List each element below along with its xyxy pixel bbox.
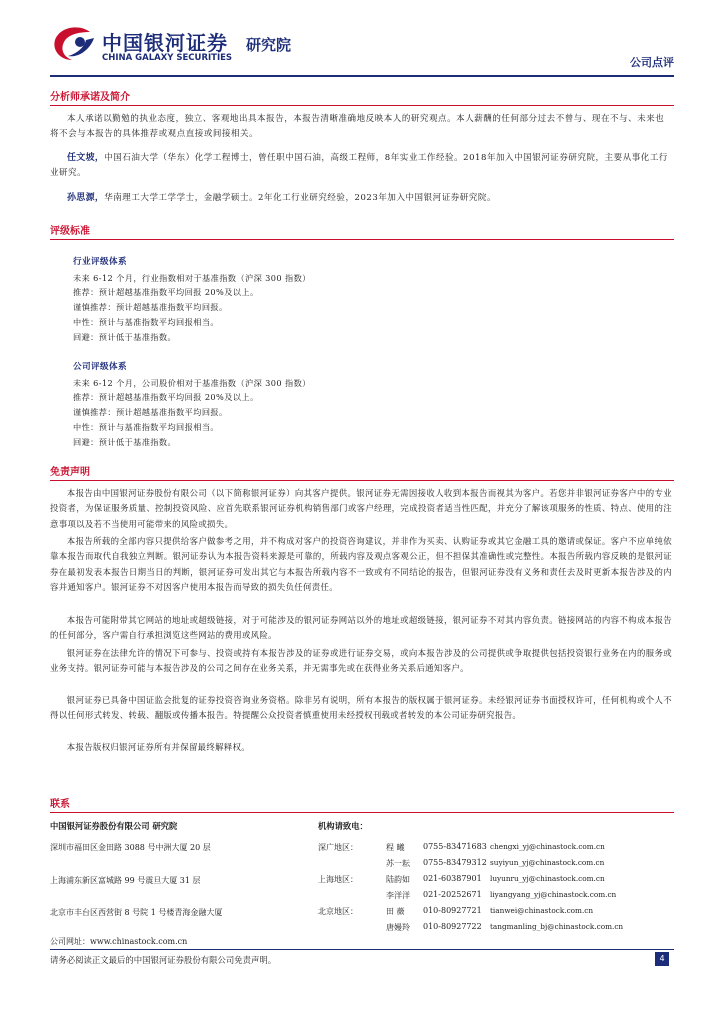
contact-region: 上海地区： xyxy=(318,875,358,884)
contact-name: 苏一耘 xyxy=(386,859,410,868)
company-rating-heading: 公司评级体系 xyxy=(73,362,127,372)
contact-name: 唐嫚羚 xyxy=(386,923,410,932)
section-title-rating: 评级标准 xyxy=(50,222,674,240)
rating-line: 中性：预计与基准指数平均回报相当。 xyxy=(73,316,219,327)
contact-phone: 010-80927721 xyxy=(423,906,482,915)
industry-rating-heading: 行业评级体系 xyxy=(73,257,127,267)
contact-region: 深广地区： xyxy=(318,843,358,852)
contact-name: 田 薇 xyxy=(386,907,405,916)
institute-label: 研究院 xyxy=(246,36,292,54)
analyst-profile xyxy=(50,151,672,182)
contact-phone: 0755-83471683 xyxy=(423,842,487,851)
contact-phone: 0755-83479312 xyxy=(423,858,487,867)
company-website[interactable]: 公司网址：www.chinastock.com.cn xyxy=(50,937,188,946)
contact-org-name: 中国银河证券股份有限公司 研究院 xyxy=(50,821,178,831)
rating-line: 谨慎推荐：预计超越基准指数平均回报。 xyxy=(73,302,228,313)
section-title-disclaimer: 免责声明 xyxy=(50,463,674,481)
rating-line: 推荐：预计超越基准指数平均回报 20%及以上。 xyxy=(73,392,259,403)
document-type: 公司点评 xyxy=(630,56,674,69)
disclaimer-paragraph: 本报告由中国银河证券股份有限公司（以下简称银河证券）向其客户提供。银河证券无需因接收人收到本报告而视其为客户。若您并非银河证券客户中的专业投资者，为保证服务质量、控制投资风险、应首先联系银河证券机构销售部门或客户经理，完成投资者适当性匹配，并充分了解该项服务的性质、特点、使用的注意事项以及若不当使用可能带来的风险或损失。 xyxy=(50,488,672,529)
contact-email[interactable]: tianwei@chinastock.com.cn xyxy=(490,906,594,915)
contact-phone: 021-20252671 xyxy=(423,890,482,899)
analyst-name: 孙思源， xyxy=(67,193,105,203)
contact-name: 陆韵如 xyxy=(386,875,410,884)
rating-line: 未来 6-12 个月，公司股价相对于基准指数（沪深 300 指数） xyxy=(73,377,311,388)
rating-line: 中性：预计与基准指数平均回报相当。 xyxy=(73,421,219,432)
contact-email[interactable]: chengxi_yj@chinastock.com.cn xyxy=(490,842,605,851)
page-header xyxy=(50,22,674,74)
contact-name: 李洋洋 xyxy=(386,891,410,900)
rating-line: 谨慎推荐：预计超越基准指数平均回报。 xyxy=(73,407,228,418)
rating-line: 未来 6-12 个月，行业指数相对于基准指数（沪深 300 指数） xyxy=(73,272,311,283)
company-rating-block xyxy=(73,360,633,449)
rating-line: 回避：预计低于基准指数。 xyxy=(73,436,177,447)
company-name-en: CHINA GALAXY SECURITIES xyxy=(102,53,233,63)
header-divider xyxy=(50,75,674,77)
contact-email[interactable]: liyangyang_yj@chinastock.com.cn xyxy=(490,890,617,899)
contact-phone: 010-80927722 xyxy=(423,922,482,931)
contact-addresses xyxy=(50,820,300,917)
office-address: 北京市丰台区西营街 8 号院 1 号楼青海金融大厦 xyxy=(50,908,223,917)
contact-email[interactable]: suyiyun_yj@chinastock.com.cn xyxy=(490,858,605,867)
contact-region: 北京地区： xyxy=(318,907,358,916)
galaxy-logo-icon xyxy=(50,24,96,64)
page-number: 4 xyxy=(655,952,669,966)
contact-email[interactable]: luyunru_yj@chinastock.com.cn xyxy=(490,874,605,883)
contact-inquiry-title: 机构请致电： xyxy=(318,821,368,831)
footer-disclaimer-note: 请务必阅读正文最后的中国银河证券股份有限公司免责声明。 xyxy=(50,955,277,965)
footer-divider xyxy=(50,949,674,950)
company-name-cn: 中国银河证券 xyxy=(102,31,228,55)
analyst-commitment: 本人承诺以勤勉的执业态度，独立、客观地出具本报告，本报告清晰准确地反映本人的研究观点。本人薪酬的任何部分过去不曾与、现在不与、未来也将不会与本报告的具体推荐或观点直接或间接相关。 xyxy=(50,114,665,140)
analyst-bio: 华南理工大学工学学士，金融学硕士。2年化工行业研究经验，2023年加入中国银河证券研究院。 xyxy=(104,193,496,203)
disclaimer-paragraph: 本报告版权归银河证券所有并保留最终解释权。 xyxy=(66,742,251,752)
rating-line: 推荐：预计超越基准指数平均回报 20%及以上。 xyxy=(73,287,259,298)
contact-directory xyxy=(318,820,648,932)
contact-phone: 021-60387901 xyxy=(423,874,482,883)
analyst-profile xyxy=(50,191,672,206)
disclaimer-paragraph: 本报告可能附带其它网站的地址或超级链接，对于可能涉及的银河证券网站以外的地址或超级链接，银河证券不对其内容负责。链接网站的内容不构成本报告的任何部分，客户需自行承担浏览这些网站的费用或风险。 xyxy=(50,615,672,641)
section-title-analyst: 分析师承诺及简介 xyxy=(50,88,674,106)
industry-rating-block xyxy=(73,255,633,344)
disclaimer-paragraph: 银河证券在法律允许的情况下可参与、投资或持有本报告涉及的证券或进行证券交易，或向本报告涉及的公司提供或争取提供包括投资银行业务在内的服务或业务支持。银河证券可能与本报告涉及的公司之间存在业务关系，并无需事先或在获得业务关系后通知客户。 xyxy=(50,648,672,674)
office-address: 深圳市福田区金田路 3088 号中洲大厦 20 层 xyxy=(50,843,211,852)
office-address: 上海浦东新区富城路 99 号震旦大厦 31 层 xyxy=(50,876,201,885)
contact-name: 程 曦 xyxy=(386,843,405,852)
analyst-name: 任文坡， xyxy=(67,153,105,163)
contact-email[interactable]: tangmanling_bj@chinastock.com.cn xyxy=(490,922,624,931)
rating-line: 回避：预计低于基准指数。 xyxy=(73,331,177,342)
section-title-contact: 联系 xyxy=(50,795,674,813)
disclaimer-paragraph: 银河证券已具备中国证监会批复的证券投资咨询业务资格。除非另有说明，所有本报告的版权属于银河证券。未经银河证券书面授权许可，任何机构或个人不得以任何形式转发、转载、翻版或传播本报告。特提醒公众投资者慎重使用未经授权刊载或者转发的本公司证券研究报告。 xyxy=(50,695,672,721)
disclaimer-paragraph: 本报告所载的全部内容只提供给客户做参考之用，并不构成对客户的投资咨询建议，并非作为买卖、认购证券或其它金融工具的邀请或保证。客户不应单纯依靠本报告而取代自我独立判断。银河证券认为本报告资料来源是可靠的，所载内容及观点客观公正，但不担保其准确性或完整性。本报告所载内容反映的是银河证券在最初发表本报告日期当日的判断，银河证券可发出其它与本报告所载内容不一致或有不同结论的报告，但银河证券没有义务和责任去及时更新本报告涉及的内容并通知客户。银河证券不对因客户使用本报告而导致的损失负任何责任。 xyxy=(50,536,672,592)
analyst-bio: 中国石油大学（华东）化学工程博士，曾任职中国石油，高级工程师，8年实业工作经验。2018年加入中国银河证券研究院，主要从事化工行业研究。 xyxy=(50,153,668,179)
